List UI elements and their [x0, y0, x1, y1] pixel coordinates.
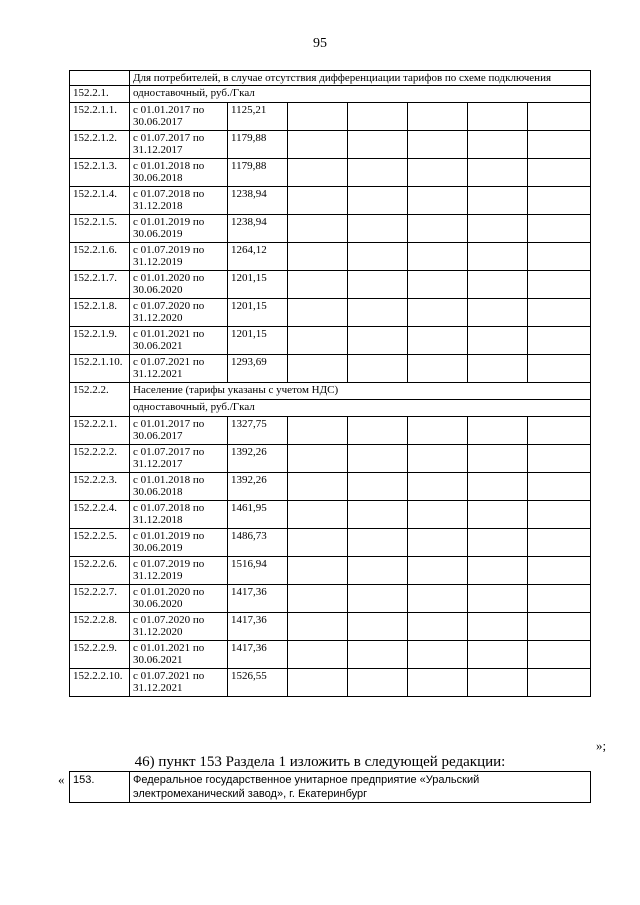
row-code: 152.2.1.9. — [70, 327, 130, 355]
row-tariff-value: 1293,69 — [228, 355, 288, 383]
period-from: с 01.07.2018 по — [133, 502, 205, 514]
empty-cell — [408, 327, 468, 355]
empty-cell — [408, 271, 468, 299]
period-to: 31.12.2020 — [133, 312, 183, 324]
period-to: 31.12.2019 — [133, 570, 183, 582]
empty-cell — [348, 669, 408, 697]
table-row — [70, 355, 591, 383]
empty-cell — [288, 473, 348, 501]
empty-cell — [288, 355, 348, 383]
empty-cell — [348, 613, 408, 641]
period-to: 30.06.2017 — [133, 116, 183, 128]
period-to: 30.06.2020 — [133, 598, 183, 610]
empty-cell — [468, 417, 528, 445]
empty-cell — [528, 103, 591, 131]
table-row — [70, 271, 591, 299]
empty-cell — [528, 299, 591, 327]
empty-cell — [288, 271, 348, 299]
empty-cell — [288, 417, 348, 445]
row-period — [130, 159, 228, 187]
group1-code: 152.2.1. — [70, 86, 130, 103]
row-code: 152.2.1.2. — [70, 131, 130, 159]
empty-cell — [408, 529, 468, 557]
empty-cell — [288, 669, 348, 697]
row-tariff-value: 1201,15 — [228, 327, 288, 355]
row-code: 152.2.2.3. — [70, 473, 130, 501]
period-from: с 01.07.2019 по — [133, 244, 205, 256]
period-to: 31.12.2018 — [133, 514, 183, 526]
empty-cell — [288, 215, 348, 243]
period-from: с 01.01.2018 по — [133, 160, 205, 172]
row-code: 152.2.1.4. — [70, 187, 130, 215]
row-code: 152.2.1.5. — [70, 215, 130, 243]
empty-cell — [348, 473, 408, 501]
period-from: с 01.07.2019 по — [133, 558, 205, 570]
empty-cell — [288, 585, 348, 613]
empty-cell — [408, 243, 468, 271]
table-row — [70, 501, 591, 529]
empty-cell — [348, 355, 408, 383]
row-code: 152.2.2.4. — [70, 501, 130, 529]
empty-cell — [408, 187, 468, 215]
empty-cell — [528, 243, 591, 271]
period-from: с 01.01.2021 по — [133, 642, 205, 654]
empty-cell — [408, 473, 468, 501]
row-code: 152.2.1.8. — [70, 299, 130, 327]
empty-cell — [288, 243, 348, 271]
empty-cell — [348, 131, 408, 159]
empty-cell — [348, 445, 408, 473]
row-period — [130, 215, 228, 243]
group2-subrow — [70, 400, 591, 417]
period-to: 30.06.2020 — [133, 284, 183, 296]
period-to: 30.06.2021 — [133, 340, 183, 352]
empty-cell — [528, 327, 591, 355]
row-period — [130, 271, 228, 299]
period-from: с 01.01.2021 по — [133, 328, 205, 340]
empty-cell — [408, 159, 468, 187]
empty-cell — [528, 355, 591, 383]
empty-cell — [468, 243, 528, 271]
empty-cell — [288, 327, 348, 355]
empty-cell — [528, 529, 591, 557]
row-tariff-value: 1392,26 — [228, 445, 288, 473]
period-to: 31.12.2021 — [133, 368, 183, 380]
table-row — [70, 473, 591, 501]
row-tariff-value: 1461,95 — [228, 501, 288, 529]
organization-name: Федеральное государственное унитарное предприятие «Уральский электромеханический завод», г. Екатеринбург — [130, 772, 591, 803]
table-header-text: Для потребителей, в случае отсутствия дифференциации тарифов по схеме подключения — [130, 71, 591, 86]
empty-cell — [408, 215, 468, 243]
row-tariff-value: 1417,36 — [228, 641, 288, 669]
empty-cell — [348, 585, 408, 613]
empty-cell — [468, 159, 528, 187]
row-period — [130, 473, 228, 501]
row-code: 152.2.2.2. — [70, 445, 130, 473]
empty-cell — [468, 669, 528, 697]
row-period — [130, 327, 228, 355]
empty-cell — [468, 103, 528, 131]
empty-cell — [468, 271, 528, 299]
empty-cell — [528, 417, 591, 445]
row-code: 152.2.2.8. — [70, 613, 130, 641]
empty-cell — [528, 585, 591, 613]
empty-cell — [348, 641, 408, 669]
empty-cell — [408, 417, 468, 445]
tariff-table — [69, 70, 591, 697]
organization-row — [70, 772, 591, 803]
empty-cell — [408, 669, 468, 697]
row-period — [130, 585, 228, 613]
row-period — [130, 131, 228, 159]
empty-cell — [408, 557, 468, 585]
row-tariff-value: 1392,26 — [228, 473, 288, 501]
row-tariff-value: 1516,94 — [228, 557, 288, 585]
row-tariff-value: 1238,94 — [228, 187, 288, 215]
row-tariff-value: 1179,88 — [228, 159, 288, 187]
period-from: с 01.01.2018 по — [133, 474, 205, 486]
period-to: 31.12.2021 — [133, 682, 183, 694]
table-header-row — [70, 71, 591, 86]
empty-cell — [348, 271, 408, 299]
period-to: 31.12.2020 — [133, 626, 183, 638]
table-row — [70, 445, 591, 473]
period-from: с 01.07.2021 по — [133, 670, 205, 682]
row-period — [130, 557, 228, 585]
period-to: 30.06.2017 — [133, 430, 183, 442]
table-row — [70, 103, 591, 131]
row-code: 152.2.2.9. — [70, 641, 130, 669]
empty-cell — [468, 613, 528, 641]
group1-row — [70, 86, 591, 103]
closing-mark: »; — [596, 738, 607, 753]
empty-cell — [468, 445, 528, 473]
row-period — [130, 669, 228, 697]
row-period — [130, 529, 228, 557]
row-tariff-value: 1327,75 — [228, 417, 288, 445]
table-row — [70, 529, 591, 557]
group2-sublabel: одноставочный, руб./Гкал — [130, 400, 591, 417]
period-from: с 01.01.2019 по — [133, 216, 205, 228]
row-code: 152.2.2.7. — [70, 585, 130, 613]
empty-cell — [468, 299, 528, 327]
empty-cell — [348, 187, 408, 215]
table-row — [70, 299, 591, 327]
empty-cell — [288, 299, 348, 327]
row-tariff-value: 1417,36 — [228, 585, 288, 613]
period-to: 31.12.2017 — [133, 458, 183, 470]
period-from: с 01.07.2020 по — [133, 614, 205, 626]
empty-cell — [468, 187, 528, 215]
table-row — [70, 669, 591, 697]
group2-label: Население (тарифы указаны с учетом НДС) — [130, 383, 591, 400]
amendment-text: 46) пункт 153 Раздела 1 изложить в следующей редакции: — [134, 754, 506, 770]
period-to: 31.12.2018 — [133, 200, 183, 212]
group1-label: одноставочный, руб./Гкал — [130, 86, 591, 103]
period-to: 30.06.2021 — [133, 654, 183, 666]
empty-cell — [408, 641, 468, 669]
period-to: 30.06.2019 — [133, 542, 183, 554]
empty-cell — [468, 585, 528, 613]
period-from: с 01.01.2017 по — [133, 104, 205, 116]
empty-cell — [528, 187, 591, 215]
empty-cell — [408, 501, 468, 529]
table-row — [70, 557, 591, 585]
row-period — [130, 103, 228, 131]
empty-cell — [468, 641, 528, 669]
period-to: 31.12.2017 — [133, 144, 183, 156]
empty-cell — [408, 445, 468, 473]
empty-cell — [528, 613, 591, 641]
empty-cell — [288, 529, 348, 557]
empty-cell — [408, 585, 468, 613]
row-code: 152.2.1.1. — [70, 103, 130, 131]
table-row — [70, 131, 591, 159]
period-from: с 01.07.2020 по — [133, 300, 205, 312]
empty-cell — [348, 557, 408, 585]
row-period — [130, 243, 228, 271]
empty-cell — [288, 159, 348, 187]
empty-cell — [528, 669, 591, 697]
table-row — [70, 243, 591, 271]
period-from: с 01.07.2018 по — [133, 188, 205, 200]
empty-cell — [288, 613, 348, 641]
empty-cell — [468, 215, 528, 243]
group2-code: 152.2.2. — [70, 383, 130, 417]
empty-cell — [408, 131, 468, 159]
organization-table — [69, 771, 591, 803]
row-code: 152.2.2.10. — [70, 669, 130, 697]
period-to: 30.06.2018 — [133, 172, 183, 184]
empty-cell — [468, 557, 528, 585]
empty-cell — [348, 299, 408, 327]
row-period — [130, 417, 228, 445]
period-from: с 01.01.2017 по — [133, 418, 205, 430]
empty-cell — [348, 103, 408, 131]
period-to: 30.06.2018 — [133, 486, 183, 498]
row-code: 152.2.2.1. — [70, 417, 130, 445]
row-period — [130, 299, 228, 327]
empty-cell — [288, 445, 348, 473]
empty-cell — [528, 501, 591, 529]
row-period — [130, 187, 228, 215]
empty-cell — [348, 417, 408, 445]
row-period — [130, 641, 228, 669]
empty-cell — [468, 501, 528, 529]
organization-code: 153. — [70, 772, 130, 803]
row-period — [130, 501, 228, 529]
row-tariff-value: 1125,21 — [228, 103, 288, 131]
row-tariff-value: 1486,73 — [228, 529, 288, 557]
row-code: 152.2.2.5. — [70, 529, 130, 557]
row-tariff-value: 1201,15 — [228, 299, 288, 327]
empty-cell — [528, 641, 591, 669]
table-row — [70, 187, 591, 215]
empty-cell — [408, 299, 468, 327]
empty-cell — [408, 355, 468, 383]
row-code: 152.2.1.10. — [70, 355, 130, 383]
row-code: 152.2.1.7. — [70, 271, 130, 299]
empty-cell — [408, 103, 468, 131]
period-from: с 01.07.2021 по — [133, 356, 205, 368]
empty-cell — [408, 613, 468, 641]
table-row — [70, 585, 591, 613]
empty-cell — [288, 557, 348, 585]
empty-cell — [468, 355, 528, 383]
empty-cell — [468, 131, 528, 159]
group2-row — [70, 383, 591, 400]
row-tariff-value: 1526,55 — [228, 669, 288, 697]
table-row — [70, 215, 591, 243]
empty-cell — [528, 271, 591, 299]
period-from: с 01.01.2019 по — [133, 530, 205, 542]
row-tariff-value: 1264,12 — [228, 243, 288, 271]
empty-cell — [348, 159, 408, 187]
empty-cell — [468, 473, 528, 501]
empty-cell — [468, 327, 528, 355]
empty-cell — [348, 529, 408, 557]
row-code: 152.2.1.6. — [70, 243, 130, 271]
empty-cell — [348, 327, 408, 355]
page-number: 95 — [313, 36, 327, 51]
empty-cell — [288, 641, 348, 669]
empty-cell — [468, 529, 528, 557]
row-code: 152.2.2.6. — [70, 557, 130, 585]
table-row — [70, 327, 591, 355]
empty-cell — [288, 131, 348, 159]
empty-cell — [288, 103, 348, 131]
empty-cell — [288, 187, 348, 215]
empty-cell — [528, 445, 591, 473]
row-tariff-value: 1201,15 — [228, 271, 288, 299]
period-from: с 01.07.2017 по — [133, 132, 205, 144]
empty-cell — [348, 501, 408, 529]
table-row — [70, 641, 591, 669]
table-row — [70, 159, 591, 187]
table-row — [70, 417, 591, 445]
row-tariff-value: 1417,36 — [228, 613, 288, 641]
empty-cell — [528, 159, 591, 187]
empty-cell — [528, 131, 591, 159]
period-from: с 01.01.2020 по — [133, 586, 205, 598]
period-from: с 01.07.2017 по — [133, 446, 205, 458]
opening-quote: « — [58, 772, 65, 787]
row-period — [130, 355, 228, 383]
table-row — [70, 613, 591, 641]
empty-cell — [348, 243, 408, 271]
period-to: 30.06.2019 — [133, 228, 183, 240]
row-code: 152.2.1.3. — [70, 159, 130, 187]
row-period — [130, 613, 228, 641]
period-from: с 01.01.2020 по — [133, 272, 205, 284]
empty-cell — [288, 501, 348, 529]
empty-cell — [528, 557, 591, 585]
row-tariff-value: 1238,94 — [228, 215, 288, 243]
empty-cell — [528, 215, 591, 243]
row-period — [130, 445, 228, 473]
row-tariff-value: 1179,88 — [228, 131, 288, 159]
empty-cell — [528, 473, 591, 501]
period-to: 31.12.2019 — [133, 256, 183, 268]
empty-cell — [348, 215, 408, 243]
